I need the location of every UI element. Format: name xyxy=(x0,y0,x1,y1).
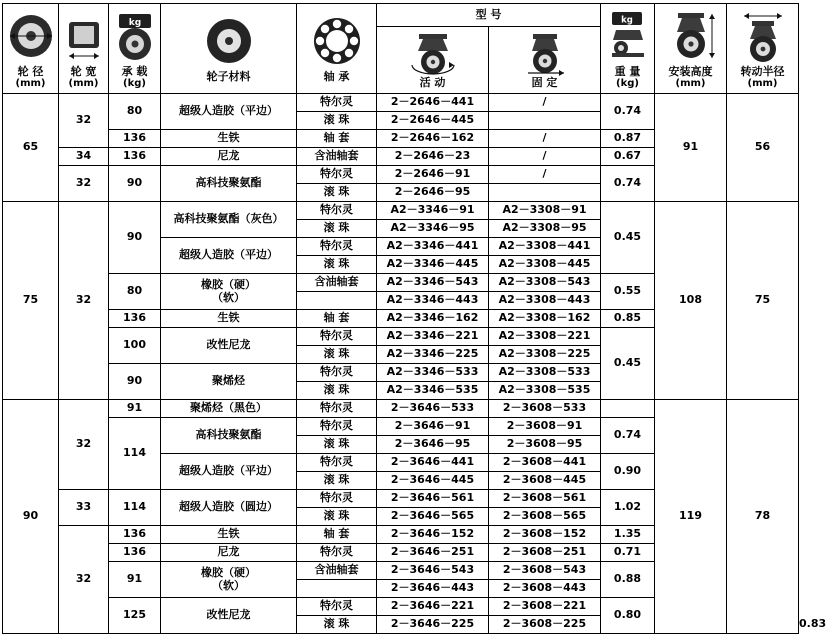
wheel-material-icon xyxy=(161,13,296,71)
cell-model-fixed: A2－3308－533 xyxy=(489,364,601,382)
cell-model-fixed: 2－3608－561 xyxy=(489,490,601,508)
cell-bearing: 特尔灵 xyxy=(297,454,377,472)
header-row-top xyxy=(3,4,799,27)
header-wheel-diameter-label: 轮 径 xyxy=(17,64,44,78)
cell-bearing: 滚 珠 xyxy=(297,112,377,130)
table-header xyxy=(3,4,799,94)
cell-bearing: 滚 珠 xyxy=(297,346,377,364)
cell-wheel-material: 尼龙 xyxy=(161,544,297,562)
cell-bearing: 滚 珠 xyxy=(297,616,377,634)
cell-model-fixed: A2－3308－91 xyxy=(489,202,601,220)
cell-weight xyxy=(601,400,655,418)
header-model-swivel xyxy=(377,27,489,94)
header-load-capacity-label: 承 载 xyxy=(121,64,148,78)
swivel-radius-icon xyxy=(727,8,798,66)
cell-bearing: 滚 珠 xyxy=(297,436,377,454)
cell-bearing: 特尔灵 xyxy=(297,202,377,220)
cell-weight: 0.87 xyxy=(601,130,655,148)
cell-model-fixed: / xyxy=(489,148,601,166)
cell-load-capacity: 91 xyxy=(109,562,161,598)
svg-text:kg: kg xyxy=(128,17,141,28)
cell-load-capacity: 125 xyxy=(109,598,161,634)
cell-model-fixed: 2－3608－91 xyxy=(489,418,601,436)
cell-bearing: 含油轴套 xyxy=(297,148,377,166)
header-mount-height xyxy=(655,4,727,94)
caster-specification-table xyxy=(2,3,826,634)
cell-weight: 0.74 xyxy=(601,418,655,454)
cell-model-swivel: A2－3346－225 xyxy=(377,346,489,364)
cell-model-fixed: A2－3308－443 xyxy=(489,292,601,310)
cell-wheel-material: 聚烯烃 xyxy=(161,364,297,400)
cell-swivel-radius: 56 xyxy=(727,94,799,202)
cell-load-capacity: 136 xyxy=(109,310,161,328)
cell-wheel-diameter: 75 xyxy=(3,202,59,400)
cell-model-swivel: 2－2646－445 xyxy=(377,112,489,130)
cell-load-capacity: 136 xyxy=(109,526,161,544)
cell-wheel-width: 32 xyxy=(59,94,109,148)
cell-wheel-material: 高科技聚氨酯 xyxy=(161,166,297,202)
cell-wheel-material: 生铁 xyxy=(161,526,297,544)
header-mount-height-unit: (mm) xyxy=(675,77,706,89)
cell-weight: 0.85 xyxy=(601,310,655,328)
fixed-caster-icon xyxy=(489,31,600,77)
cell-model-fixed: 2－3608－565 xyxy=(489,508,601,526)
cell-bearing: 滚 珠 xyxy=(297,184,377,202)
cell-mount-height: 108 xyxy=(655,202,727,400)
cell-load-capacity: 90 xyxy=(109,166,161,202)
cell-model-fixed: / xyxy=(489,130,601,148)
header-swivel-radius xyxy=(727,4,799,94)
cell-model-fixed: A2－3308－543 xyxy=(489,274,601,292)
cell-weight: 0.71 xyxy=(601,544,655,562)
cell-weight: 0.74 xyxy=(601,166,655,202)
cell-model-fixed: 2－3608－441 xyxy=(489,454,601,472)
cell-model-fixed: 2－3608－225 xyxy=(489,616,601,634)
cell-model-swivel: A2－3346－221 xyxy=(377,328,489,346)
cell-bearing: 轴 套 xyxy=(297,310,377,328)
cell-load-capacity: 136 xyxy=(109,130,161,148)
cell-bearing: 轴 套 xyxy=(297,526,377,544)
cell-wheel-material: 超级人造胶（平边） xyxy=(161,94,297,130)
spec-sheet-page xyxy=(0,3,826,641)
cell-weight: 1.02 xyxy=(601,490,655,526)
cell-model-swivel: A2－3346－445 xyxy=(377,256,489,274)
cell-wheel-material: 超级人造胶（圆边） xyxy=(161,490,297,526)
header-load-capacity-unit: (kg) xyxy=(123,77,146,89)
cell-weight: 1.35 xyxy=(601,526,655,544)
cell-model-swivel: 2－3646－251 xyxy=(377,544,489,562)
cell-model-swivel: 2－3646－91 xyxy=(377,418,489,436)
cell-model-swivel: A2－3346－533 xyxy=(377,364,489,382)
cell-bearing: 滚 珠 xyxy=(297,508,377,526)
cell-load-capacity: 90 xyxy=(109,364,161,400)
cell-weight: 0.67 xyxy=(601,148,655,166)
cell-weight: 0.80 xyxy=(601,598,655,634)
cell-model-fixed: 2－3608－543 xyxy=(489,562,601,580)
cell-bearing: 滚 珠 xyxy=(297,256,377,274)
cell-bearing: 特尔灵 xyxy=(297,418,377,436)
header-wheel-diameter-unit: (mm) xyxy=(15,77,46,89)
cell-model-fixed: 2－3608－95 xyxy=(489,436,601,454)
cell-mount-height: 91 xyxy=(655,94,727,202)
cell-model-fixed: A2－3308－95 xyxy=(489,220,601,238)
cell-load-capacity: 136 xyxy=(109,148,161,166)
cell-swivel-radius: 75 xyxy=(727,202,799,400)
cell-bearing: 滚 珠 xyxy=(297,382,377,400)
cell-model-swivel: 2－3646－95 xyxy=(377,436,489,454)
cell-load-capacity: 114 xyxy=(109,418,161,490)
header-wheel-width xyxy=(59,4,109,94)
table-body xyxy=(3,94,826,634)
swivel-caster-icon xyxy=(655,8,726,66)
cell-bearing: 含油轴套 xyxy=(297,274,377,292)
cell-bearing: 特尔灵 xyxy=(297,598,377,616)
cell-model-swivel: A2－3346－543 xyxy=(377,274,489,292)
cell-bearing xyxy=(297,580,377,598)
header-wheel-material-label: 轮子材料 xyxy=(206,70,251,84)
cell-model-swivel: A2－3346－91 xyxy=(377,202,489,220)
cell-wheel-material: 生铁 xyxy=(161,130,297,148)
bearing-icon xyxy=(297,13,376,71)
cell-bearing: 特尔灵 xyxy=(297,238,377,256)
cell-model-swivel: 2－3646－445 xyxy=(377,472,489,490)
cell-bearing: 特尔灵 xyxy=(297,400,377,418)
cell-model-fixed: 2－3608－152 xyxy=(489,526,601,544)
table-row: 滚 珠 2－3646－225 2－3608－225 0.83 xyxy=(3,616,799,634)
caster-wheel-diameter-icon xyxy=(3,8,58,66)
cell-wheel-width: 32 xyxy=(59,400,109,490)
cell-bearing: 特尔灵 xyxy=(297,166,377,184)
header-model-group: 型 号 xyxy=(377,4,601,27)
header-weight xyxy=(601,4,655,94)
cell-model-swivel: A2－3346－535 xyxy=(377,382,489,400)
cell-weight: 0.88 xyxy=(601,562,655,598)
cell-model-swivel: 2－2646－91 xyxy=(377,166,489,184)
cell-load-capacity: 80 xyxy=(109,94,161,130)
cell-model-swivel: 2－3646－533 xyxy=(377,400,489,418)
cell-bearing: 特尔灵 xyxy=(297,328,377,346)
cell-model-fixed: 2－3608－533 xyxy=(489,400,601,418)
cell-bearing: 特尔灵 xyxy=(297,94,377,112)
cell-model-fixed: A2－3308－225 xyxy=(489,346,601,364)
cell-model-fixed: A2－3308－445 xyxy=(489,256,601,274)
header-bearing xyxy=(297,4,377,94)
cell-wheel-material: 超级人造胶（平边） xyxy=(161,454,297,490)
cell-model-swivel: 2－3646－221 xyxy=(377,598,489,616)
cell-weight: 0.74 xyxy=(601,94,655,130)
cell-model-swivel: 2－3646－225 xyxy=(377,616,489,634)
cell-wheel-width: 33 xyxy=(59,490,109,526)
cell-wheel-width: 32 xyxy=(59,202,109,400)
cell-model-swivel: 2－2646－95 xyxy=(377,184,489,202)
cell-model-fixed: 2－3608－251 xyxy=(489,544,601,562)
swivel-caster-icon xyxy=(377,31,488,77)
table-row xyxy=(3,400,799,418)
cell-model-swivel: 2－3646－443 xyxy=(377,580,489,598)
load-capacity-kg-icon xyxy=(109,8,160,66)
header-load-capacity xyxy=(109,4,161,94)
header-wheel-width-unit: (mm) xyxy=(68,77,99,89)
cell-swivel-radius: 78 xyxy=(727,400,799,634)
header-weight-label: 重 量 xyxy=(614,64,641,78)
header-swivel-radius-unit: (mm) xyxy=(747,77,778,89)
cell-model-swivel: 2－3646－543 xyxy=(377,562,489,580)
header-model-fixed-label: 固 定 xyxy=(531,75,558,89)
weight-kg-icon xyxy=(601,8,654,66)
cell-model-swivel: 2－3646－152 xyxy=(377,526,489,544)
cell-model-swivel: 2－2646－441 xyxy=(377,94,489,112)
caster-wheel-width-icon xyxy=(59,8,108,66)
cell-wheel-material: 生铁 xyxy=(161,310,297,328)
header-weight-unit: (kg) xyxy=(616,77,639,89)
cell-bearing: 含油轴套 xyxy=(297,562,377,580)
cell-model-swivel: 2－3646－565 xyxy=(377,508,489,526)
cell-model-swivel: A2－3346－441 xyxy=(377,238,489,256)
header-wheel-material xyxy=(161,4,297,94)
cell-bearing: 滚 珠 xyxy=(297,472,377,490)
cell-weight: 0.55 xyxy=(601,274,655,310)
cell-wheel-material: 尼龙 xyxy=(161,148,297,166)
cell-load-capacity: 136 xyxy=(109,544,161,562)
cell-model-swivel: 2－3646－441 xyxy=(377,454,489,472)
cell-model-swivel: 2－2646－162 xyxy=(377,130,489,148)
cell-model-swivel: 2－2646－23 xyxy=(377,148,489,166)
cell-model-swivel: A2－3346－162 xyxy=(377,310,489,328)
cell-wheel-material: 高科技聚氨酯 xyxy=(161,418,297,454)
cell-load-capacity: 100 xyxy=(109,328,161,364)
cell-wheel-diameter: 65 xyxy=(3,94,59,202)
cell-wheel-material: 橡胶（硬） （软） xyxy=(161,274,297,310)
cell-load-capacity: 80 xyxy=(109,274,161,310)
header-wheel-diameter xyxy=(3,4,59,94)
table-row xyxy=(3,202,799,220)
cell-bearing: 滚 珠 xyxy=(297,220,377,238)
cell-wheel-material: 聚烯烃（黑色） xyxy=(161,400,297,418)
cell-bearing: 特尔灵 xyxy=(297,490,377,508)
cell-wheel-material: 高科技聚氨酯（灰色） xyxy=(161,202,297,238)
cell-model-fixed: / xyxy=(489,166,601,184)
svg-text:kg: kg xyxy=(620,15,633,26)
header-bearing-label: 轴 承 xyxy=(323,70,350,84)
cell-wheel-diameter: 90 xyxy=(3,400,59,634)
header-model-swivel-label: 活 动 xyxy=(419,75,446,89)
cell-model-swivel: A2－3346－443 xyxy=(377,292,489,310)
cell-weight: 0.90 xyxy=(601,454,655,490)
cell-model-swivel: A2－3346－95 xyxy=(377,220,489,238)
cell-model-fixed: 2－3608－445 xyxy=(489,472,601,490)
cell-bearing: 特尔灵 xyxy=(297,544,377,562)
cell-wheel-material: 超级人造胶（平边） xyxy=(161,238,297,274)
cell-wheel-material: 改性尼龙 xyxy=(161,328,297,364)
cell-load-capacity: 91 xyxy=(109,400,161,418)
cell-model-fixed: 2－3608－443 xyxy=(489,580,601,598)
header-wheel-width-label: 轮 宽 xyxy=(70,64,97,78)
cell-mount-height: 119 xyxy=(655,400,727,634)
cell-bearing xyxy=(297,292,377,310)
cell-wheel-width: 32 xyxy=(59,526,109,634)
cell-weight: 0.45 xyxy=(601,202,655,274)
cell-model-fixed: A2－3308－162 xyxy=(489,310,601,328)
cell-model-swivel: 2－3646－561 xyxy=(377,490,489,508)
cell-model-fixed: A2－3308－441 xyxy=(489,238,601,256)
cell-wheel-width: 34 xyxy=(59,148,109,166)
cell-load-capacity: 114 xyxy=(109,490,161,526)
cell-bearing: 轴 套 xyxy=(297,130,377,148)
cell-wheel-width: 32 xyxy=(59,166,109,202)
cell-wheel-material: 改性尼龙 xyxy=(161,598,297,634)
header-mount-height-label: 安装高度 xyxy=(668,64,713,78)
cell-load-capacity: 90 xyxy=(109,202,161,274)
cell-bearing: 特尔灵 xyxy=(297,364,377,382)
cell-model-fixed: A2－3308－535 xyxy=(489,382,601,400)
cell-model-fixed xyxy=(489,184,601,202)
table-row xyxy=(3,94,799,112)
cell-wheel-material: 橡胶（硬） （软） xyxy=(161,562,297,598)
header-model-fixed xyxy=(489,27,601,94)
header-swivel-radius-label: 转动半径 xyxy=(740,64,785,78)
cell-model-fixed: / xyxy=(489,94,601,112)
cell-model-fixed: A2－3308－221 xyxy=(489,328,601,346)
cell-model-fixed xyxy=(489,112,601,130)
cell-weight: 0.45 xyxy=(601,328,655,400)
cell-model-fixed: 2－3608－221 xyxy=(489,598,601,616)
